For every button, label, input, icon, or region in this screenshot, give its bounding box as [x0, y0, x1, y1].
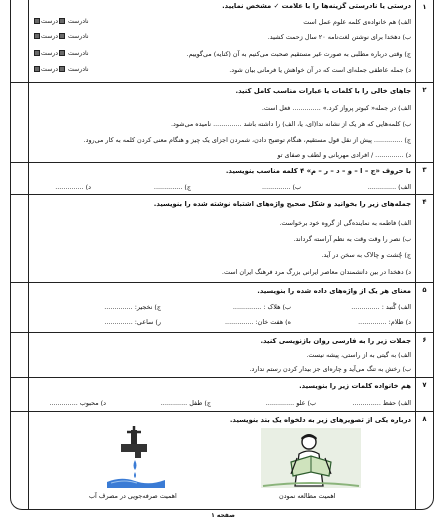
- true-false-choice[interactable]: نادرست درست: [33, 18, 89, 25]
- question-title: هم خانواده کلمات زیر را بنویسید.: [299, 382, 411, 390]
- page-footer: صفحه ۱: [211, 512, 235, 519]
- false-checkbox[interactable]: [34, 50, 40, 56]
- meaning-blank: الف) گُنبد : ..............: [351, 303, 411, 311]
- question-title: جملات زیر را به فارسی روان بازنویسی کنید.: [260, 337, 411, 345]
- statement: الف) هم خانواده‌ی کلمه علوم عمل است: [303, 18, 411, 26]
- question-number: ۳: [415, 163, 433, 194]
- sentence: ج) چُشت و چالاک به سخن در آید.: [321, 251, 411, 259]
- question-2: [11, 83, 433, 163]
- sentence: ب) نصر را وقت وقت به نظم آراسته گرداند.: [293, 235, 411, 243]
- question-6: [11, 333, 433, 378]
- fill-in-item: الف) در جمله« کبوتر پرواز کرد.» .............. فعل است.: [261, 104, 411, 112]
- question-3: [11, 163, 433, 195]
- sentence: الف) به گیتی به از راستی، پیشه نیست.: [306, 351, 411, 359]
- score-cell: [11, 83, 29, 162]
- question-5: [11, 283, 433, 333]
- statement: ب) دهخدا برای نوشتن لغت‌نامه ۲۰ سال زحمت کشید.: [267, 33, 411, 41]
- question-number: ۵: [415, 283, 433, 332]
- true-checkbox[interactable]: [59, 18, 65, 24]
- question-title: جمله‌های زیر را بخوانید و شکل صحیح واژه‌های اشتباه نوشته شده را بنویسید.: [153, 200, 411, 208]
- question-number: ۸: [415, 412, 433, 510]
- true-false-choice[interactable]: نادرست درست: [33, 50, 89, 57]
- answer-blank: د) ..............: [55, 183, 91, 191]
- question-4: [11, 195, 433, 283]
- meaning-blank: ه) هفت خان: ..............: [225, 318, 291, 326]
- false-checkbox[interactable]: [34, 18, 40, 24]
- sentence: الف) فاطمه به نماینده‌گی از گروه خود برخواست.: [279, 219, 411, 227]
- question-7: [11, 378, 433, 412]
- answer-blank: ب) ..............: [262, 183, 301, 191]
- true-checkbox[interactable]: [59, 66, 65, 72]
- question-title: درستی یا نادرستی گزینه‌ها را با علامت ✓ مشخص نمایید.: [222, 2, 411, 10]
- score-cell: [11, 195, 29, 282]
- image-caption: اهمیت صرفه‌جویی در مصرف آب: [89, 492, 177, 500]
- question-number: ۲: [415, 83, 433, 162]
- false-checkbox[interactable]: [34, 66, 40, 72]
- answer-blank: ج) ..............: [153, 183, 191, 191]
- true-false-choice[interactable]: نادرست درست: [33, 33, 89, 40]
- question-title: با حروف «ج – ا – و – د – ر – م» ۴ کلمه مناسب بنویسید.: [225, 167, 411, 175]
- question-number: ۴: [415, 195, 433, 282]
- water-tap-image: [101, 426, 171, 488]
- exam-page: [10, 0, 434, 510]
- meaning-blank: ج) نخجیر: ..............: [104, 303, 161, 311]
- answer-blank: الف) حفظ ..............: [352, 399, 411, 407]
- meaning-blank: ب) هلاک : ..............: [232, 303, 291, 311]
- question-title: جاهای خالی را با کلمات یا عبارات مناسب کامل کنید.: [235, 87, 411, 95]
- statement: ج) وقتی درباره مطلبی به صورت غیر مستقیم صحبت می‌کنیم به آن (کنایه) می‌گوییم.: [186, 50, 411, 58]
- true-false-choice[interactable]: نادرست درست: [33, 66, 89, 73]
- question-8: [11, 412, 433, 510]
- score-cell: [11, 378, 29, 411]
- score-cell: [11, 412, 29, 510]
- question-title: معنای هر یک از واژه‌های داده شده را بنویسید.: [257, 287, 411, 295]
- answer-blank: ب) علو ..............: [265, 399, 316, 407]
- question-number: ۶: [415, 333, 433, 377]
- score-cell: [11, 283, 29, 332]
- question-number: ۷: [415, 378, 433, 411]
- answer-blank: ج) طفل .............: [160, 399, 211, 407]
- false-checkbox[interactable]: [34, 33, 40, 39]
- fill-in-item: ج) .............. پیش از نقل قول مستقیم، هنگام توضیح دادن، شمردن اجزای یک چیز و هنگام معنی کردن کلمه به کار می‌رود.: [83, 136, 411, 144]
- sentence: د) دهخدا در بین دانشمندان معاصر ایرانی بزرگ مرد فرهنگ ایران است.: [221, 268, 411, 276]
- sentence: ب) رخش به تنگ می‌آید و چاره‌ای جز بیدار کردن رستم ندارد.: [249, 365, 411, 373]
- fill-in-item: ب) کلمه‌هایی که هر یک از نشانه ندا(ای، یا، الف) را داشته باشد .............. نامیده می‌شود.: [170, 120, 411, 128]
- question-1: [11, 0, 433, 83]
- true-checkbox[interactable]: [59, 50, 65, 56]
- reading-person-image: [261, 428, 361, 488]
- score-cell: [11, 0, 29, 82]
- answer-blank: الف) ..............: [367, 183, 411, 191]
- score-cell: [11, 163, 29, 194]
- question-number: ۱: [415, 0, 433, 82]
- true-checkbox[interactable]: [59, 33, 65, 39]
- answer-blank: د) محبوب ..............: [49, 399, 106, 407]
- meaning-blank: ر) ساعی: ..............: [104, 318, 161, 326]
- image-caption: اهمیت مطالعه نمودن: [279, 492, 336, 500]
- fill-in-item: د) .............. / افرادی مهربانی و لطف و صفای تو: [277, 151, 411, 159]
- question-title: درباره یکی از تصویرهای زیر به دلخواه یک بند بنویسید.: [229, 416, 411, 424]
- score-cell: [11, 333, 29, 377]
- meaning-blank: د) ظلام: ..............: [358, 318, 411, 326]
- statement: د) جمله عاطفی جمله‌ای است که در آن خواهش یا فرمانی بیان شود.: [229, 66, 411, 74]
